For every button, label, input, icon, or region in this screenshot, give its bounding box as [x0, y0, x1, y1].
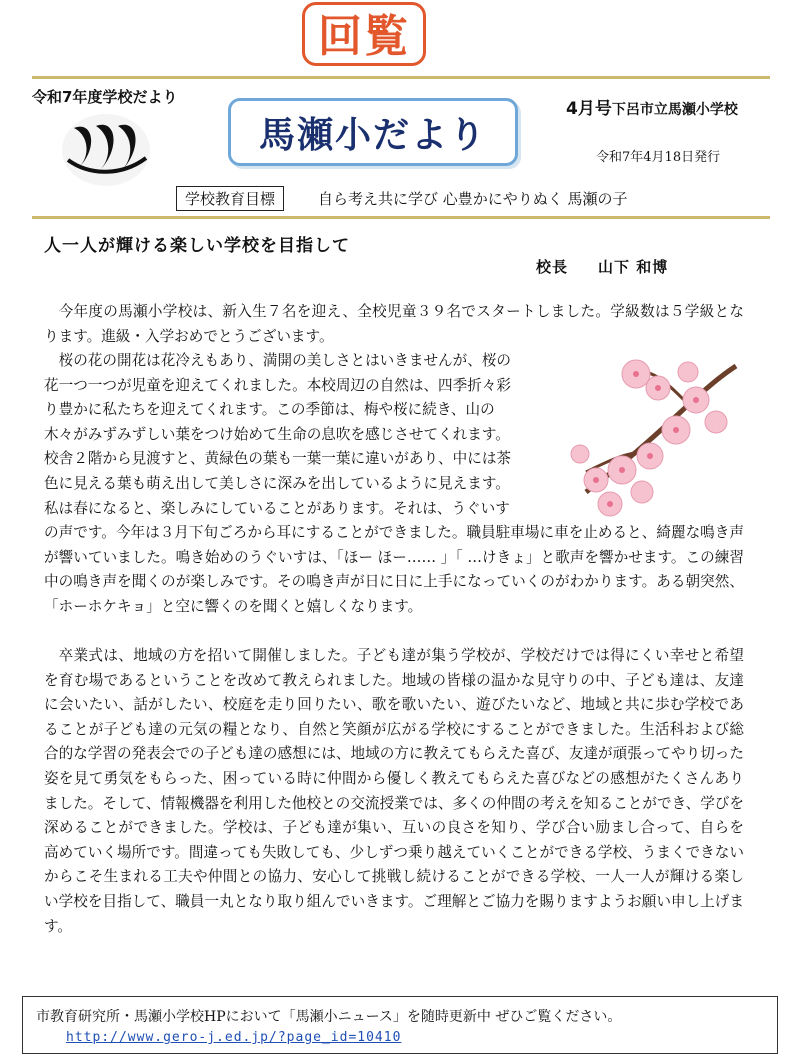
school-logo: [60, 110, 152, 190]
paragraph-1-text: 今年度の馬瀬小学校は、新入生７名を迎え、全校児童３９名でスタートしました。学級数は５学級となります。進級・入学おめでとうございます。: [44, 303, 744, 345]
issue-info: [566, 94, 738, 119]
cherry-blossom-illustration: [566, 352, 740, 524]
para2-line: 校舎２階から見渡すと、黄緑色の葉も一葉一葉に違いがあり、中には茶: [44, 450, 512, 468]
newsletter-series: 令和7年度学校だより: [32, 88, 178, 106]
header-bottom-rule: [32, 216, 770, 219]
para2-line: 木々がみずみずしい葉をつけ始めて生命の息吹を感じさせてくれます。: [44, 425, 510, 443]
paragraph-2-continued: [44, 521, 744, 619]
para2-line: 桜の花の開花は花冷えもあり、満開の美しさとはいきませんが、桜の: [58, 352, 512, 369]
para2-line: り豊かに私たちを迎えてくれます。この季節は、梅や桜に続き、山の: [44, 401, 495, 419]
paragraph-1: [44, 300, 744, 349]
para2-line: 花一つ一つが児童を迎えてくれました。本校周辺の自然は、四季折々彩: [44, 376, 512, 394]
author-role: 校長: [536, 258, 569, 276]
circulation-stamp: 回覧: [302, 2, 426, 66]
para2-line: 私は春になると、楽しみにしていることがあります。それは、うぐいす: [44, 499, 510, 517]
para2-line: 色に見える葉も萌え出して美しさに深みを出しているように見えます。: [44, 474, 510, 492]
newsletter-title-box: [228, 98, 518, 166]
author-name: 山下 和博: [598, 258, 669, 276]
paragraph-2-rest-text: の声です。今年は３月下旬ごろから耳にすることができました。職員駐車場に車を止めると、綺麗な鳴き声が響いていました。鳴き始めのうぐいすは、「ほー ほー…… 」「 …けきょ」と歌声を響かせます。この練習中の鳴き声を聞くのが楽しみです。その鳴き声が日に日に上手になっていくのがわかります。ある朝突然、「ホーホケキョ」と空に響くのを聞くと嬉しくなります。: [44, 524, 744, 615]
article-headline: 人一人が輝ける楽しい学校を目指して: [44, 236, 350, 256]
article-author: [536, 256, 668, 277]
publication-date: 令和7年4月18日発行: [596, 150, 721, 165]
school-name: 下呂市立馬瀬小学校: [611, 102, 738, 118]
newsletter-title: 馬瀬小だより: [258, 115, 487, 156]
paragraph-3: [44, 644, 744, 939]
top-rule: [32, 76, 770, 79]
school-website-link[interactable]: http://www.gero-j.ed.jp/?page_id=10410: [66, 1030, 402, 1045]
goal-label: 学校教育目標: [176, 186, 284, 211]
footer-note: 市教育研究所・馬瀬小学校HPにおいて「馬瀬小ニュース」を随時更新中 ぜひご覧ください。: [36, 1009, 622, 1025]
paragraph-2-wrapped: [44, 349, 544, 521]
issue-month: 4月号: [566, 99, 612, 119]
goal-text: 自ら考え共に学び 心豊かにやりぬく 馬瀬の子: [318, 190, 628, 208]
paragraph-3-text: 卒業式は、地域の方を招いて開催しました。子ども達が集う学校が、学校だけでは得にくい幸せと希望を育む場であるということを改めて教えられました。地域の皆様の温かな見守りの中、子ども達は、友達に会いたい、話がしたい、校庭を走り回りたい、歌を歌いたい、遊びたいなど、地域と共に歩む学校であることが子ども達の元気の糧となり、自然と笑顔が広がる学校にすることができました。生活科および総合的な学習の発表会での子ども達の感想には、地域の方に教えてもらえた喜び、友達が頑張ってやり切った姿を見て勇気をもらった、困っている時に仲間から優しく教えてもらえた喜びなどの感想がたくさんありました。そして、情報機器を利用した他校との交流授業では、多くの仲間の考えを知ることができ、学びを深めることができました。学校は、子ども達が集い、互いの良さを知り、学び合い励まし合って、自らを高めていく場所です。間違っても失敗しても、少しずつ乗り越えていくことができる学校、うまくできないからこそ生まれる工夫や仲間との協力、安心して挑戦し続けることができる学校、一人一人が輝ける楽しい学校を目指して、職員一丸となり取り組んでいきます。ご理解とご協力を賜りますようお願い申し上げます。: [44, 647, 744, 935]
